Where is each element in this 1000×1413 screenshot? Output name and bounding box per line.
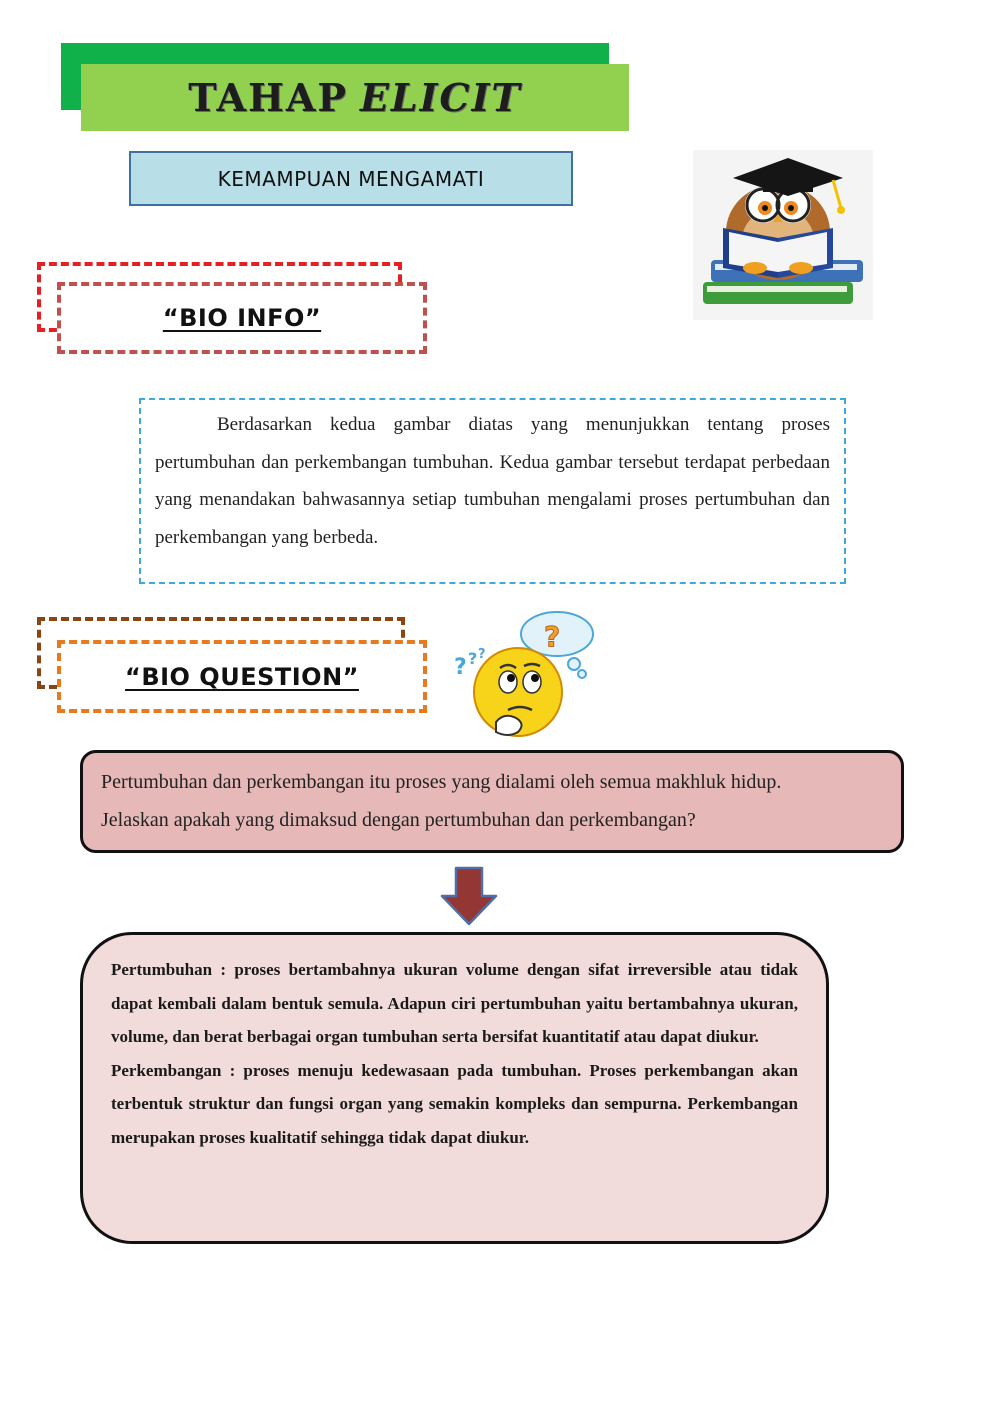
bio-info-frame [57,282,427,354]
svg-text:?: ? [544,620,561,653]
bio-question-frame [57,640,427,713]
answer-pertumbuhan: Pertumbuhan : proses bertambahnya ukuran volume dengan sifat irreversible atau tidak dapat kembali dalam bentuk semula. Adapun ciri pertumbuhan yaitu bertambahnya ukuran, volume, dan berat berbagai organ tumbuhan serta bersifat kuantitatif atau dapat diukur. [111,960,798,1047]
svg-text:?: ? [454,655,467,680]
title-main: TAHAP [188,75,348,120]
answer-box [80,932,829,1244]
arrow-down-icon [438,866,500,928]
bio-question-heading: “BIO QUESTION” [125,662,359,691]
question-line-1: Pertumbuhan dan perkembangan itu proses yang dialami oleh semua makhluk hidup. [101,771,782,793]
svg-text:?: ? [478,647,486,662]
answer-perkembangan: Perkembangan : proses menuju kedewasaan pada tumbuhan. Proses perkembangan akan terbentuk struktur dan fungsi organ yang semakin kompleks dan sempurna. Perkembangan merupakan proses kualitatif sehingga tidak dapat diukur. [111,1060,798,1147]
bio-info-heading: “BIO INFO” [162,304,322,332]
bio-info-paragraph: Berdasarkan kedua gambar diatas yang menunjukkan tentang proses pertumbuhan dan perkembangan tumbuhan. Kedua gambar tersebut terdapat perbedaan yang menandakan bahwasannya setiap tumbuhan mengalami proses pertumbuhan dan perkembangan yang berbeda. [155,414,830,548]
owl-graduate-reading-icon [693,150,873,320]
question-line-2: Jelaskan apakah yang dimaksud dengan pertumbuhan dan perkembangan? [101,809,696,831]
page-title [188,75,521,120]
title-emphasis: ELICIT [359,75,522,120]
title-banner [81,64,629,131]
bio-info-box [139,398,846,584]
thinking-emoji-icon [452,606,602,741]
subtitle-box: KEMAMPUAN MENGAMATI [129,151,573,206]
svg-text:?: ? [468,649,478,668]
question-box [80,750,904,853]
